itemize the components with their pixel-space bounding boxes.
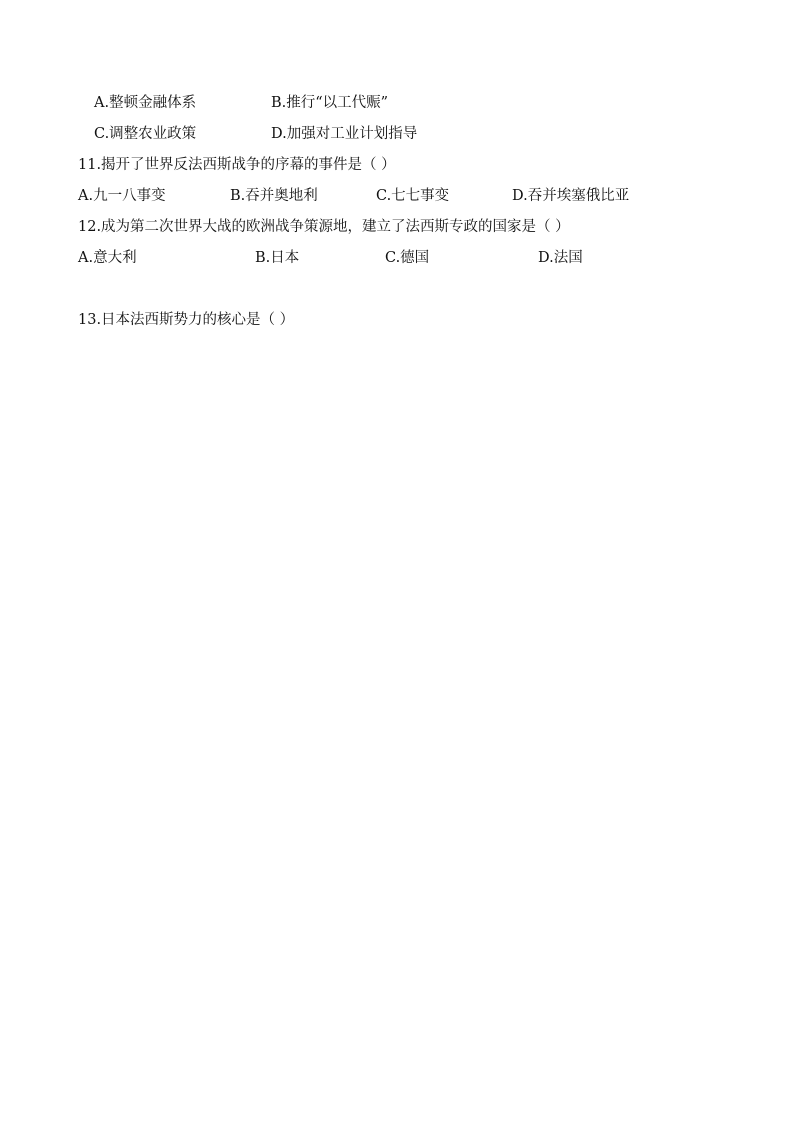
option-a: A.整顿金融体系: [94, 95, 197, 111]
option-b: B.推行“以工代赈”: [271, 95, 389, 111]
option-a: A.九一八事变: [78, 188, 166, 204]
question-text: 11.揭开了世界反法西斯战争的序幕的事件是（ ）: [78, 157, 396, 173]
option-b: B.吞并奥地利: [230, 188, 318, 204]
option-c: C.德国: [385, 250, 430, 266]
option-d: D.加强对工业计划指导: [271, 126, 418, 142]
option-c: C.七七事变: [376, 188, 450, 204]
option-d: D.法国: [538, 250, 583, 266]
option-d: D.吞并埃塞俄比亚: [512, 188, 630, 204]
option-c: C.调整农业政策: [94, 126, 197, 142]
question-text: 13.日本法西斯势力的核心是（ ）: [78, 312, 295, 328]
option-b: B.日本: [255, 250, 300, 266]
option-a: A.意大利: [78, 250, 137, 266]
question-text: 12.成为第二次世界大战的欧洲战争策源地，建立了法西斯专政的国家是（ ）: [78, 219, 570, 235]
